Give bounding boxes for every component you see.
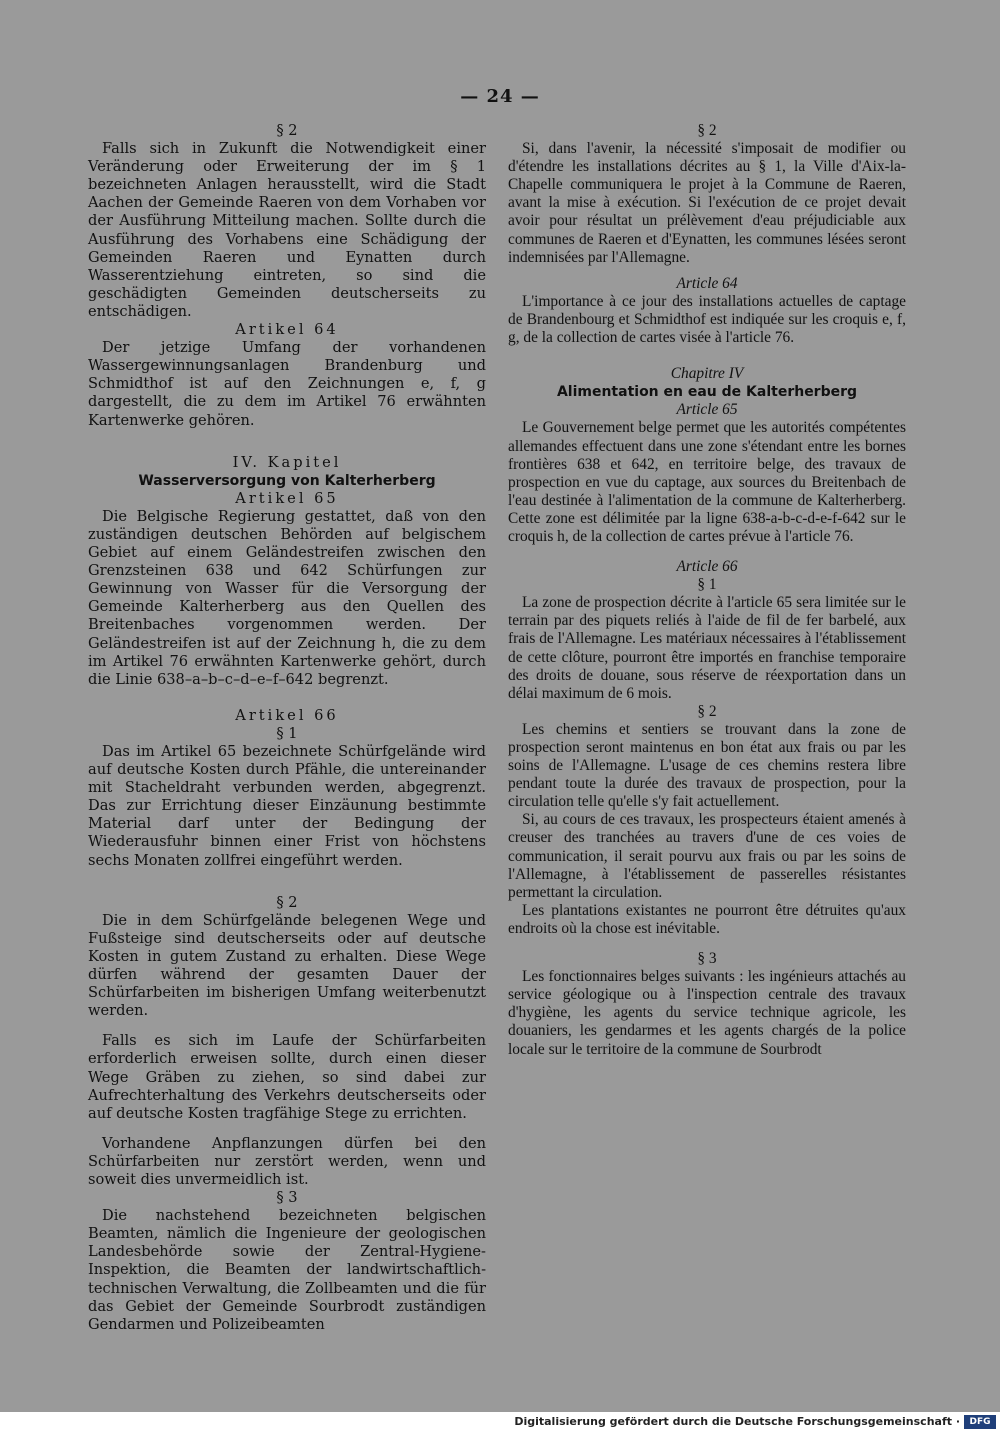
paragraph: Die Belgische Regierung gestattet, daß von den zuständigen deutschen Behörden auf belgischem Gebiet auf einem Geländestreifen zwischen den Grenzsteinen 638 und 642 Schürfungen zur Gewinnung von Wasser für die Versorgung der Gemeinde Kalterherberg aus den Quellen des Breitenbaches vorgenommen werden. Der Geländestreifen ist auf der Zeichnung h, die zu dem im Artikel 76 erwähnten Kartenwerke gehört, durch die Linie 638–a–b–c–d–e–f–642 begrenzt. [88, 507, 486, 688]
chapter-title: Wasserversorgung von Kalterherberg [138, 472, 436, 489]
article-heading: Article 65 [676, 401, 738, 419]
article-heading: Article 66 [676, 558, 738, 576]
paragraph: Le Gouvernement belge permet que les autorités compétentes allemandes effectuent dans une zone s'étendant entre les bornes frontières 638 et 642, en territoire belge, des travaux de prospection en vue du captage, aux sources du Breitenbach de l'eau destinée à l'alimentation de la commune de Kalterherberg. Cette zone est délimitée par la ligne 638-a-b-c-d-e-f-642 sur le croquis h, de la collection de cartes prévue à l'article 76. [508, 419, 906, 545]
paragraph: La zone de prospection décrite à l'article 65 sera limitée sur le terrain par des piquets reliés à l'aide de fil de fer barbelé, aux frais de l'Allemagne. Les matériaux nécessaires à l'établissement de cette clôture, pourront être importés en franchise temporaire des droits de douane, sous réserve de réexportation dans un délai maximum de 6 mois. [508, 594, 906, 702]
paragraph: Les chemins et sentiers se trouvant dans la zone de prospection seront maintenus en bon état aux frais ou par les soins de l'Allemagne. L'usage de ces chemins restera libre pendant toute la durée des travaux de prospection, pour la circulation telle qu'elle s'y fait actuellement. [508, 720, 906, 811]
section-heading: § 2 [697, 702, 717, 720]
section-heading: § 3 [697, 950, 717, 968]
paragraph: Falls sich in Zukunft die Notwendigkeit einer Veränderung oder Erweiterung der im § 1 bezeichneten Anlagen herausstellt, wird die Stadt Aachen der Gemeinde Raeren von dem Vorhaben vor der Ausführung Mitteilung machen. Sollte durch die Ausführung des Vorhabens eine Schädigung der Gemeinden Raeren und Eynatten durch Wasserentziehung eintreten, so sind die geschädigten Gemeinden deutscherseits zu entschädigen. [88, 140, 486, 320]
chapter-heading: IV. Kapitel [232, 453, 342, 471]
section-heading: § 2 [697, 122, 717, 139]
dfg-logo-icon: DFG [964, 1415, 996, 1429]
french-column [508, 122, 906, 1059]
section-heading: § 2 [276, 122, 298, 139]
paragraph: Vorhandene Anpflanzungen dürfen bei den Schürfarbeiten nur zerstört werden, wenn und soweit dies unvermeidlich ist. [88, 1134, 486, 1188]
chapter-heading: Chapitre IV [670, 365, 744, 383]
article-heading: Artikel 65 [235, 489, 339, 507]
paragraph: L'importance à ce jour des installations actuelles de captage de Brandenbourg et Schmidthof est indiquée sur les croquis e, f, g, de la collection de cartes visée à l'article 76. [508, 292, 906, 347]
section-heading: § 1 [276, 724, 298, 742]
paragraph: Der jetzige Umfang der vorhandenen Wassergewinnungsanlagen Brandenburg und Schmidthof ist auf den Zeichnungen e, f, g dargestellt, die zu dem im Artikel 76 erwähnten Kartenwerke gehören. [88, 339, 486, 429]
chapter-title: Alimentation en eau de Kalterherberg [556, 384, 858, 401]
paragraph: Les plantations existantes ne pourront être détruites qu'aux endroits où la chose est inévitable. [508, 901, 906, 937]
article-heading: Article 64 [676, 274, 738, 292]
paragraph: Die in dem Schürfgelände belegenen Wege und Fußsteige sind deutscherseits oder auf deutsche Kosten in gutem Zustand zu erhalten. Diese Wege dürfen während der gesamten Dauer der Schürfarbeiten im bisherigen Umfang weiterbenutzt werden. [88, 911, 486, 1020]
paragraph: Das im Artikel 65 bezeichnete Schürfgelände wird auf deutsche Kosten durch Pfähle, die untereinander mit Stacheldraht verbunden werden, abgegrenzt. Das zur Errichtung dieser Einzäunung bestimmte Material darf unter der Bedingung der Wiederausfuhr binnen einer Frist von höchstens sechs Monaten zollfrei eingeführt werden. [88, 743, 486, 869]
section-heading: § 3 [276, 1189, 298, 1207]
footer-bar [0, 1412, 1000, 1434]
page-number: — 24 — [460, 86, 540, 107]
paragraph: Les fonctionnaires belges suivants : les ingénieurs attachés au service géologique ou à l'inspection centrale des travaux d'hygiène, les agents du service technique agricole, les douaniers, les gendarmes et les agents chargés de la police locale sur le territoire de la commune de Sourbrodt [508, 968, 906, 1058]
article-heading: Artikel 66 [235, 706, 339, 724]
article-heading: Artikel 64 [235, 321, 339, 339]
german-column [88, 122, 486, 1334]
paragraph: Falls es sich im Laufe der Schürfarbeiten erforderlich erweisen sollte, durch einen dieser Wege Gräben zu ziehen, so sind dabei zur Aufrechterhaltung des Verkehrs deutscherseits oder auf deutsche Kosten tragfähige Stege zu errichten. [88, 1032, 486, 1122]
footer-credit: Digitalisierung gefördert durch die Deutsche Forschungsgemeinschaft · [514, 1415, 960, 1428]
paragraph: Si, au cours de ces travaux, les prospecteurs étaient amenés à creuser des tranchées au travers d'une de ces voies de communication, il serait pourvu aux frais ou par les soins de l'Allemagne, à l'établissement de passerelles résistantes permettant la circulation. [508, 811, 906, 901]
paragraph: Die nachstehend bezeichneten belgischen Beamten, nämlich die Ingenieure der geologischen Landesbehörde sowie der Zentral-Hygiene-Inspektion, die Beamten der landwirtschaftlich-technischen Verwaltung, die Zollbeamten und die für das Gebiet der Gemeinde Sourbrodt zuständigen Gendarmen und Polizeibeamten [88, 1207, 486, 1333]
paragraph: Si, dans l'avenir, la nécessité s'imposait de modifier ou d'étendre les installations décrites au § 1, la Ville d'Aix-la-Chapelle communiquera le projet à la Commune de Raeren, avant la mise à exécution. Si l'exécution de ce projet devait avoir pour résultat un prélèvement d'eau préjudiciable aux communes de Raeren et d'Eynatten, les communes lésées seront indemnisées par l'Allemagne. [508, 140, 906, 266]
section-heading: § 2 [276, 893, 298, 911]
section-heading: § 1 [697, 576, 717, 594]
